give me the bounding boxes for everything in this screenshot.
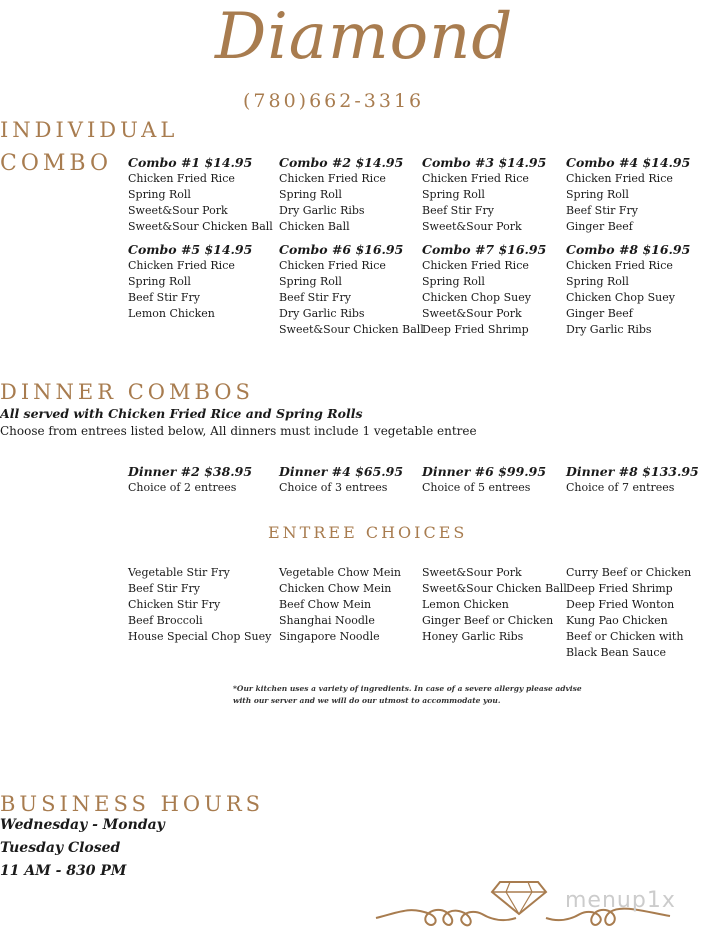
list-item: Chicken Fried Rice (128, 172, 235, 185)
list-item: Curry Beef or Chicken (566, 566, 692, 579)
list-item: Spring Roll (128, 275, 191, 288)
dinner-title: Dinner #2 $38.95 (128, 464, 253, 479)
combo-title: Combo #2 $14.95 (279, 155, 404, 170)
list-item: Dry Garlic Ribs (279, 307, 365, 320)
combo-2 (279, 155, 403, 235)
section-title-hours: BUSINESS HOURS (0, 792, 265, 816)
list-item: Sweet&Sour Chicken Ball (128, 220, 273, 233)
combo-title: Combo #1 $14.95 (128, 155, 253, 170)
list-item: Beef Stir Fry (566, 204, 639, 217)
dinner-2 (128, 464, 252, 496)
list-item: Chicken Fried Rice (566, 172, 673, 185)
dinner-8 (566, 464, 699, 496)
list-item: Beef Stir Fry (279, 291, 352, 304)
list-item: Sweet&Sour Chicken Ball (422, 582, 567, 595)
list-item: Beef Stir Fry (128, 582, 201, 595)
combo-title: Combo #6 $16.95 (279, 242, 404, 257)
diamond-icon (492, 882, 546, 914)
list-item: Vegetable Stir Fry (128, 566, 230, 579)
dinner-instruction: Choose from entrees listed below, All dinners must include 1 vegetable entree (0, 424, 477, 438)
combo-6 (279, 242, 424, 338)
section-title-individual: INDIVIDUAL (0, 118, 179, 142)
list-item: Beef Stir Fry (422, 204, 495, 217)
combo-title: Combo #8 $16.95 (566, 242, 691, 257)
list-item: Singapore Noodle (279, 630, 380, 643)
dinner-title: Dinner #6 $99.95 (422, 464, 547, 479)
list-item: Spring Roll (279, 188, 342, 201)
phone-number: (780)662-3316 (243, 90, 425, 112)
list-item: Chicken Chop Suey (566, 291, 675, 304)
list-item: Chicken Fried Rice (128, 259, 235, 272)
list-item: Kung Pao Chicken (566, 614, 668, 627)
combo-title: Combo #5 $14.95 (128, 242, 253, 257)
hours-line: Tuesday Closed (0, 840, 121, 856)
list-item: Dry Garlic Ribs (566, 323, 652, 336)
allergy-note (233, 683, 582, 707)
list-item: Honey Garlic Ribs (422, 630, 524, 643)
list-item: Deep Fried Shrimp (566, 582, 673, 595)
dinner-6 (422, 464, 546, 496)
combo-title: Combo #3 $14.95 (422, 155, 547, 170)
section-title-combo: COMBO (0, 151, 113, 176)
dinner-desc: Choice of 3 entrees (279, 481, 388, 494)
list-item: Sweet&Sour Pork (422, 307, 522, 320)
list-item: Sweet&Sour Chicken Ball (279, 323, 424, 336)
list-item: Vegetable Chow Mein (279, 566, 401, 579)
list-item: Ginger Beef (566, 307, 633, 320)
business-hours (0, 814, 165, 883)
list-item: Chicken Fried Rice (279, 259, 386, 272)
list-item: Chicken Fried Rice (422, 172, 529, 185)
list-item: Deep Fried Wonton (566, 598, 675, 611)
list-item: Beef Broccoli (128, 614, 203, 627)
list-item: Spring Roll (279, 275, 342, 288)
section-title-dinner: DINNER COMBOS (0, 380, 254, 404)
list-item: Shanghai Noodle (279, 614, 375, 627)
list-item: Black Bean Sauce (566, 646, 667, 659)
entree-column-3 (422, 565, 567, 645)
list-item: Dry Garlic Ribs (279, 204, 365, 217)
list-item: Spring Roll (128, 188, 191, 201)
list-item: Chicken Stir Fry (128, 598, 221, 611)
list-item: Beef or Chicken with (566, 630, 684, 643)
combo-5 (128, 242, 252, 322)
dinner-subtitle: All served with Chicken Fried Rice and Spring Rolls (0, 406, 363, 421)
list-item: Beef Chow Mein (279, 598, 372, 611)
dinner-title: Dinner #8 $133.95 (566, 464, 699, 479)
allergy-note-line: with our server and we will do our utmost to accommodate you. (233, 696, 501, 705)
list-item: Deep Fried Shrimp (422, 323, 529, 336)
entree-column-4 (566, 565, 691, 661)
combo-4 (566, 155, 690, 235)
list-item: Sweet&Sour Pork (422, 566, 522, 579)
entree-column-1 (128, 565, 271, 645)
hours-line: Wednesday - Monday (0, 817, 165, 833)
list-item: Spring Roll (422, 275, 485, 288)
combo-1 (128, 155, 273, 235)
combo-8 (566, 242, 690, 338)
combo-title: Combo #4 $14.95 (566, 155, 691, 170)
list-item: Chicken Fried Rice (279, 172, 386, 185)
list-item: Sweet&Sour Pork (128, 204, 228, 217)
list-item: Chicken Fried Rice (422, 259, 529, 272)
restaurant-logo: Diamond (215, 0, 514, 74)
dinner-desc: Choice of 5 entrees (422, 481, 531, 494)
list-item: Lemon Chicken (128, 307, 215, 320)
entree-column-2 (279, 565, 401, 645)
list-item: Ginger Beef (566, 220, 633, 233)
list-item: Beef Stir Fry (128, 291, 201, 304)
combo-3 (422, 155, 546, 235)
dinner-title: Dinner #4 $65.95 (279, 464, 404, 479)
list-item: Lemon Chicken (422, 598, 509, 611)
combo-7 (422, 242, 546, 338)
watermark: menup1x (565, 888, 676, 913)
list-item: Spring Roll (422, 188, 485, 201)
dinner-desc: Choice of 2 entrees (128, 481, 237, 494)
dinner-4 (279, 464, 403, 496)
dinner-desc: Choice of 7 entrees (566, 481, 675, 494)
list-item: Chicken Chop Suey (422, 291, 531, 304)
list-item: Chicken Ball (279, 220, 350, 233)
list-item: Sweet&Sour Pork (422, 220, 522, 233)
hours-line: 11 AM - 830 PM (0, 863, 127, 879)
list-item: Spring Roll (566, 275, 629, 288)
combo-title: Combo #7 $16.95 (422, 242, 547, 257)
list-item: Ginger Beef or Chicken (422, 614, 554, 627)
list-item: Chicken Fried Rice (566, 259, 673, 272)
list-item: Chicken Chow Mein (279, 582, 392, 595)
list-item: House Special Chop Suey (128, 630, 272, 643)
section-title-entrees: ENTREE CHOICES (268, 523, 468, 542)
list-item: Spring Roll (566, 188, 629, 201)
allergy-note-line: *Our kitchen uses a variety of ingredients. In case of a severe allergy please advise (233, 684, 582, 693)
